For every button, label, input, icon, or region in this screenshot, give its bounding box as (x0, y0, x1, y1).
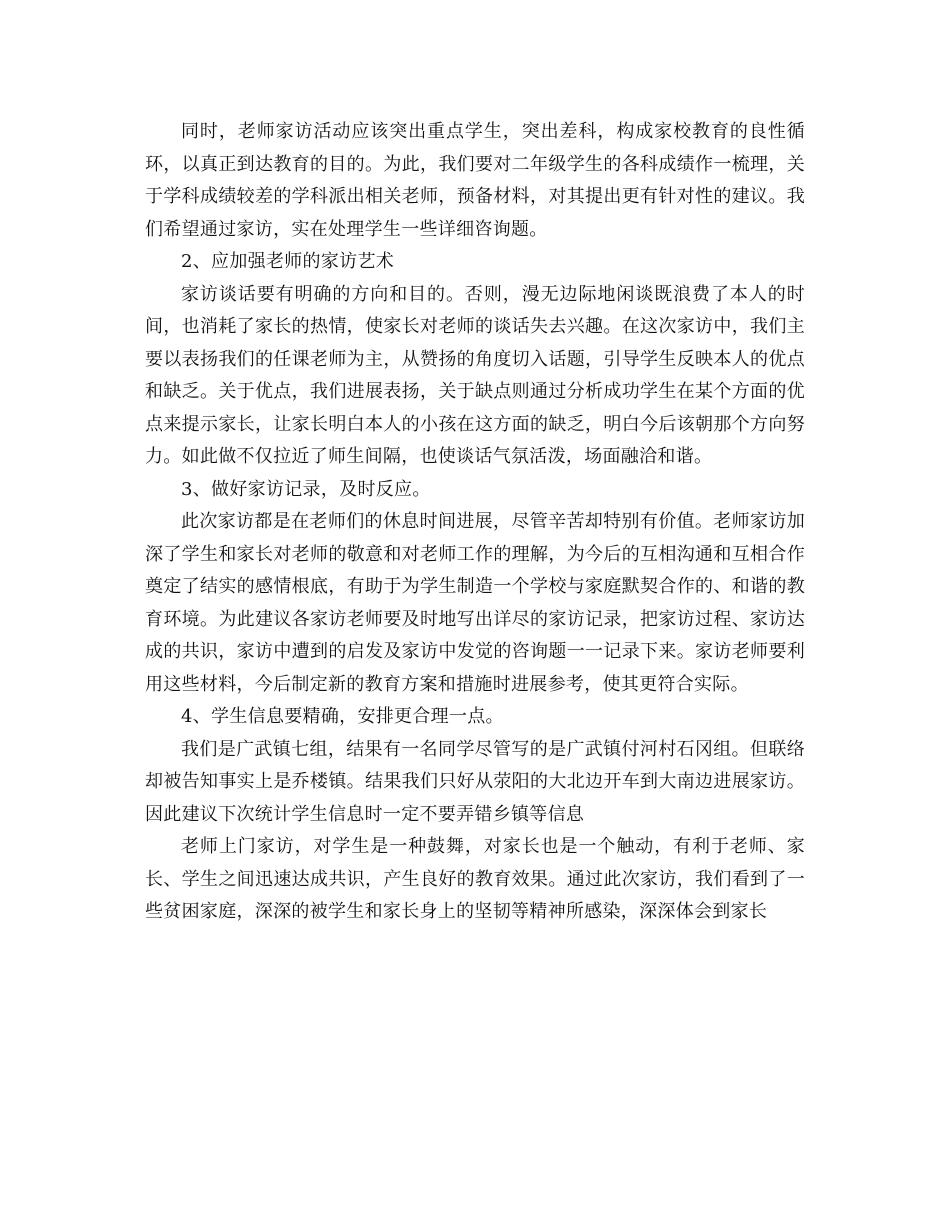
section-heading-3: 3、做好家访记录，及时反应。 (181, 478, 431, 500)
paragraph-conclusion: 老师上门家访，对学生是一种鼓舞，对家长也是一个触动，有利于老师、家长、学生之间迅速达成共识，产生良好的教育效果。通过此次家访，我们看到了一些贫困家庭，深深的被学生和家长身上的坚韧等精神所感染，深深体会到家长 (145, 836, 805, 922)
document-body (145, 116, 805, 929)
section-heading-2: 2、应加强老师的家访艺术 (181, 251, 395, 272)
paragraph-visit-art: 家访谈话要有明确的方向和目的。否则，漫无边际地闲谈既浪费了本人的时间，也消耗了家长的热情，使家长对老师的谈话失去兴趣。在这次家访中，我们主要以表扬我们的任课老师为主，从赞扬的角度切入话题，引导学生反映本人的优点和缺乏。关于优点，我们进展表扬，关于缺点则通过分析成功学生在某个方面的优点来提示家长，让家长明白本人的小孩在这方面的缺乏，明白今后该朝那个方向努力。如此做不仅拉近了师生间隔，也使谈话气氛活泼，场面融洽和谐。 (145, 283, 805, 467)
paragraph-student-info: 我们是广武镇七组，结果有一名同学尽管写的是广武镇付河村石冈组。但联络却被告知事实上是乔楼镇。结果我们只好从荥阳的大北边开车到大南边进展家访。因此建议下次统计学生信息时一定不要弄错乡镇等信息 (145, 738, 805, 825)
paragraph-intro: 同时，老师家访活动应该突出重点学生，突出差科，构成家校教育的良性循环，以真正到达教育的目的。为此，我们要对二年级学生的各科成绩作一梳理，关于学科成绩较差的学科派出相关老师，预备材料，对其提出更有针对性的建议。我们希望通过家访，实在处理学生一些详细咨询题。 (145, 121, 805, 240)
paragraph-visit-records: 此次家访都是在老师们的休息时间进展，尽管辛苦却特别有价值。老师家访加深了学生和家长对老师的敬意和对老师工作的理解，为今后的互相沟通和互相合作奠定了结实的感情根底，有助于为学生制造一个学校与家庭默契合作的、和谐的教育环境。为此建议各家访老师要及时地写出详尽的家访记录，把家访过程、家访达成的共识，家访中遭到的启发及家访中发觉的咨询题一一记录下来。家访老师要利用这些材料，今后制定新的教育方案和措施时进展参考，使其更符合实际。 (145, 511, 805, 695)
section-heading-4: 4、学生信息要精确，安排更合理一点。 (181, 706, 504, 727)
